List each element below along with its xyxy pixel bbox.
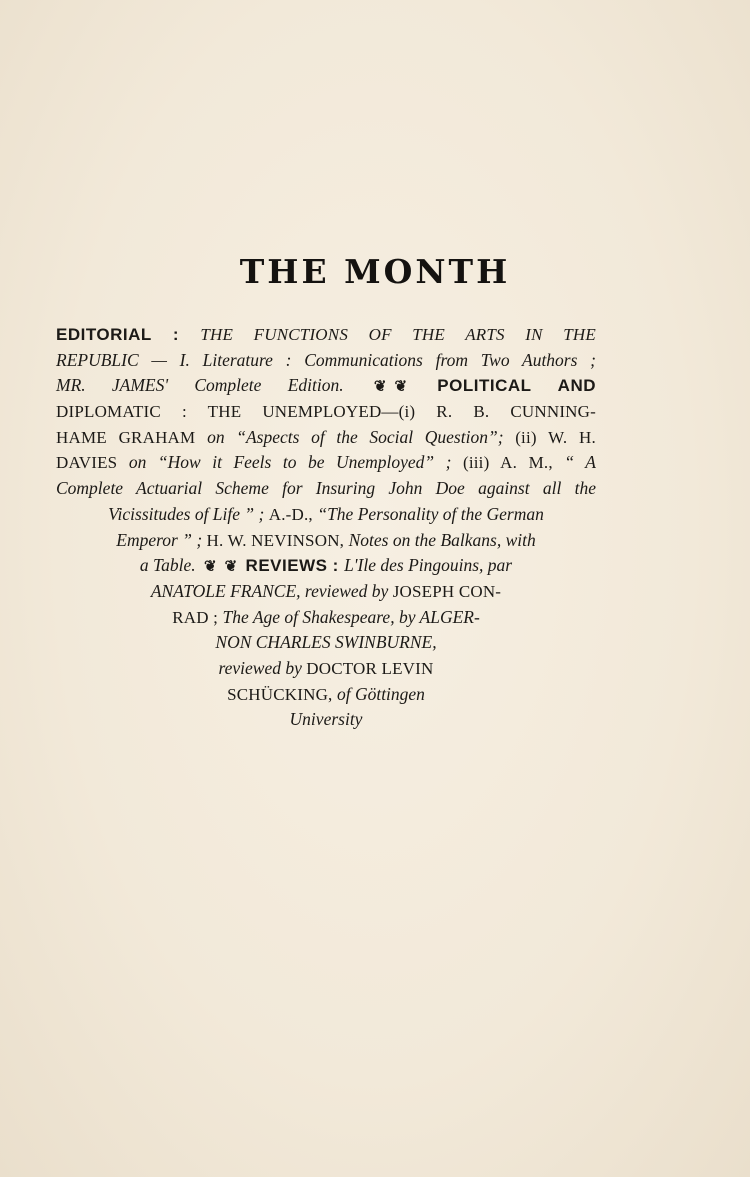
article-title: L'Ile des Pingouins, par	[344, 555, 513, 576]
section-heading: EDITORIAL :	[56, 325, 201, 344]
article-title: Vicissitudes of Life ” ;	[108, 503, 269, 524]
contents-line	[56, 476, 596, 502]
article-title: MR. JAMES' Complete Edition.	[56, 375, 344, 396]
contents-line	[56, 322, 596, 348]
contents-line	[56, 502, 596, 528]
article-title: of Göttingen	[336, 683, 425, 704]
contents-text: (ii) W. H.	[515, 427, 596, 447]
ornament-icon: ❦	[394, 379, 408, 396]
ornament-icon: ❦	[204, 559, 217, 576]
contents-line	[56, 425, 596, 451]
contents-line	[56, 553, 596, 579]
ornament-icon: ❦	[373, 379, 387, 396]
contents-text: (iii) A. M.,	[462, 453, 565, 473]
article-title: THE FUNCTIONS OF THE ARTS IN THE	[200, 325, 596, 344]
contents-line	[56, 399, 596, 425]
contents-line	[56, 630, 596, 656]
article-title: University	[289, 709, 363, 730]
contents-line	[56, 682, 596, 708]
section-heading: REVIEWS :	[245, 556, 345, 576]
article-title: The Age of Shakespeare, by ALGER-	[222, 606, 480, 627]
author-name: DOCTOR LEVIN	[306, 658, 434, 678]
author-name: SCHÜCKING,	[227, 684, 337, 704]
contents-line	[56, 605, 596, 631]
ornament-pair	[370, 375, 437, 395]
article-title: Emperor ” ;	[116, 529, 207, 550]
author-name: H. W. NEVINSON,	[206, 530, 349, 550]
contents-line	[56, 528, 596, 554]
ornament-pair	[200, 555, 246, 575]
section-heading: POLITICAL AND	[437, 376, 597, 396]
article-title: “The Personality of the German	[317, 503, 544, 524]
article-title: ANATOLE FRANCE, reviewed by	[150, 580, 393, 601]
article-title: Complete Actuarial Scheme for Insuring John Doe against all the	[56, 478, 596, 499]
ornament-icon: ❦	[224, 559, 238, 576]
author-name: HAME GRAHAM	[56, 427, 208, 447]
author-name: A.-D.,	[268, 504, 318, 524]
author-name: JOSEPH CON-	[392, 581, 502, 601]
article-title: on “Aspects of the Social Question”;	[207, 426, 516, 447]
article-title: reviewed by	[218, 657, 307, 678]
page-title: THE MONTH	[239, 252, 511, 291]
contents-line	[56, 579, 596, 605]
author-name: DAVIES	[56, 453, 129, 473]
article-title: “ A	[564, 452, 596, 473]
author-name: NON CHARLES SWINBURNE,	[215, 632, 437, 653]
contents-line	[56, 450, 596, 476]
article-title: REPUBLIC — I. Literature : Communications from Two Authors ;	[56, 349, 596, 370]
contents-text: DIPLOMATIC : THE UNEMPLOYED—(i) R. B. CUNNING-	[56, 402, 596, 422]
contents-block	[56, 322, 596, 733]
contents-line	[56, 656, 596, 682]
article-title: a Table.	[139, 555, 196, 576]
contents-line	[56, 348, 596, 374]
contents-line	[56, 373, 596, 399]
article-title: on “How it Feels to be Unemployed” ;	[128, 452, 463, 473]
author-name: RAD ;	[172, 607, 223, 627]
article-title: Notes on the Balkans, with	[348, 529, 536, 550]
contents-line	[56, 707, 596, 733]
